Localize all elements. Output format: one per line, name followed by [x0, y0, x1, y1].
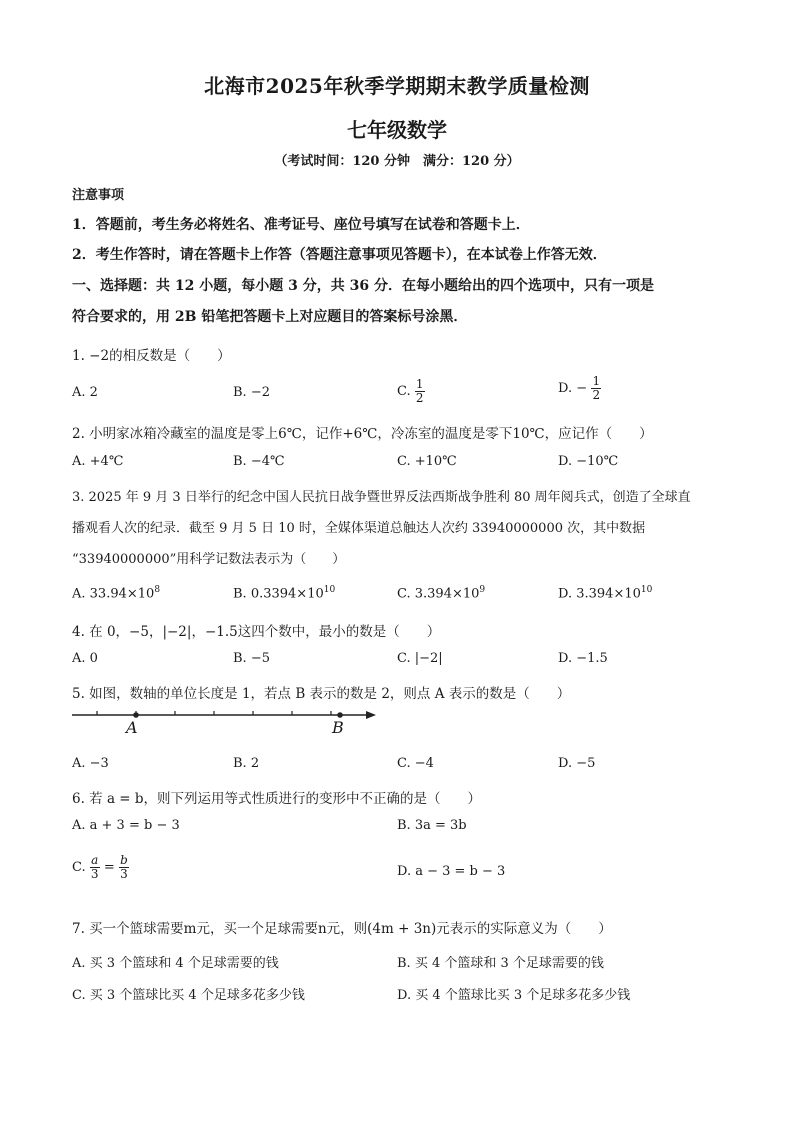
q6-fraction-left	[90, 854, 100, 881]
section-heading-line1: 一、选择题：共 12 小题，每小题 3 分，共 36 分．在每小题给出的四个选项中，只有一项是	[72, 278, 654, 294]
q6-option-a: A. a + 3 = b − 3	[72, 818, 180, 833]
q6-fraction-right	[119, 854, 129, 881]
point-b-dot	[337, 712, 343, 718]
option-text: D. 3.394×10	[558, 586, 641, 602]
point-a-dot	[133, 712, 139, 718]
q6-stem: 6. 若 a = b，则下列运用等式性质进行的变形中不正确的是（ ）	[72, 791, 482, 807]
arrow-icon	[366, 711, 376, 719]
q2-option-b: B. −4℃	[233, 454, 285, 469]
q7-option-b: B. 买 4 个篮球和 3 个足球需要的钱	[397, 956, 604, 971]
q2-stem: 2. 小明家冰箱冷藏室的温度是零上6℃，记作+6℃，冷冻室的温度是零下10℃，应记作（ ）	[72, 426, 653, 442]
exponent: 9	[479, 585, 486, 595]
exam-title: 北海市2025年秋季学期期末教学质量检测	[204, 74, 590, 98]
fraction-numerator: a	[91, 853, 99, 867]
q3-option-a	[72, 585, 160, 601]
q5-option-a: A. −3	[72, 756, 109, 771]
q7-option-a: A. 买 3 个篮球和 4 个足球需要的钱	[72, 956, 279, 971]
q3-stem-line2: 播观看人次的纪录．截至 9 月 5 日 10 时，全媒体渠道总触达人次约 33940000000 次，其中数据	[72, 521, 646, 536]
exam-info: （考试时间：120 分钟 满分：120 分）	[274, 154, 520, 169]
q1-option-b: B. −2	[233, 385, 270, 400]
fraction-numerator: b	[120, 853, 128, 867]
fraction-denominator: 2	[592, 388, 601, 402]
q1-option-c-label: C.	[397, 384, 415, 399]
q1-option-d-fraction	[591, 375, 601, 402]
fraction-denominator: 3	[120, 867, 128, 881]
exponent: 8	[154, 585, 161, 595]
q2-option-c: C. +10℃	[397, 454, 457, 469]
q5-stem: 5. 如图，数轴的单位长度是 1，若点 B 表示的数是 2，则点 A 表示的数是（ ）	[72, 686, 571, 702]
q3-stem-line1: 3. 2025 年 9 月 3 日举行的纪念中国人民抗日战争暨世界反法西斯战争胜利 80 周年阅兵式，创造了全球直	[72, 490, 691, 505]
option-text: C. 3.394×10	[397, 586, 480, 602]
q3-option-c	[397, 585, 485, 601]
option-text: A. 33.94×10	[72, 586, 155, 602]
q1-option-d-label: D. −	[558, 381, 588, 396]
q1-option-d	[558, 375, 601, 402]
q5-option-b: B. 2	[233, 756, 260, 771]
q7-option-c: C. 买 3 个篮球比买 4 个足球多花多少钱	[72, 988, 305, 1003]
section-heading-line2: 符合要求的，用 2B 铅笔把答题卡上对应题目的答案标号涂黑．	[72, 309, 468, 325]
exponent: 10	[323, 585, 336, 595]
q6-option-b: B. 3a = 3b	[397, 818, 467, 833]
subject-title: 七年级数学	[347, 118, 447, 142]
notes-heading: 注意事项	[72, 188, 125, 203]
q7-stem: 7. 买一个篮球需要m元，买一个足球需要n元，则(4m + 3n)元表示的实际意义为（ ）	[72, 921, 612, 937]
option-text: B. 0.3394×10	[233, 586, 324, 602]
q3-option-b	[233, 585, 335, 601]
q6-option-c	[72, 854, 129, 881]
q1-stem: 1. −2的相反数是（ ）	[72, 348, 231, 364]
q4-option-a: A. 0	[72, 651, 98, 666]
q4-option-c: C. |−2|	[397, 651, 443, 666]
q6-option-d: D. a − 3 = b − 3	[397, 864, 506, 879]
q4-option-b: B. −5	[233, 651, 270, 666]
q6-option-c-label: C.	[72, 860, 90, 875]
q1-option-c	[397, 378, 425, 405]
q4-option-d: D. −1.5	[558, 651, 608, 666]
q2-option-d: D. −10℃	[558, 454, 619, 469]
fraction-numerator: 1	[415, 377, 424, 391]
point-b-label: B	[332, 718, 344, 737]
fraction-denominator: 3	[90, 867, 99, 881]
q2-option-a: A. +4℃	[72, 454, 124, 469]
note-item-2: 2．考生作答时，请在答题卡上作答（答题注意事项见答题卡），在本试卷上作答无效．	[72, 247, 607, 263]
q5-option-c: C. −4	[397, 756, 434, 771]
note-item-1: 1．答题前，考生务必将姓名、准考证号、座位号填写在试卷和答题卡上．	[72, 217, 530, 233]
point-a-label: A	[126, 718, 138, 737]
q1-option-a: A. 2	[72, 385, 98, 400]
q1-option-c-fraction	[415, 378, 425, 405]
equals-sign: =	[103, 860, 115, 875]
exponent: 10	[640, 585, 653, 595]
q5-option-d: D. −5	[558, 756, 596, 771]
q4-stem: 4. 在 0，−5，|−2|，−1.5这四个数中，最小的数是（ ）	[72, 624, 441, 640]
fraction-denominator: 2	[415, 391, 424, 405]
q3-option-d	[558, 585, 652, 601]
q7-option-d: D. 买 4 个篮球比买 3 个足球多花多少钱	[397, 988, 631, 1003]
fraction-numerator: 1	[592, 374, 601, 388]
q3-stem-line3: “33940000000”用科学记数法表示为（ ）	[72, 552, 346, 567]
